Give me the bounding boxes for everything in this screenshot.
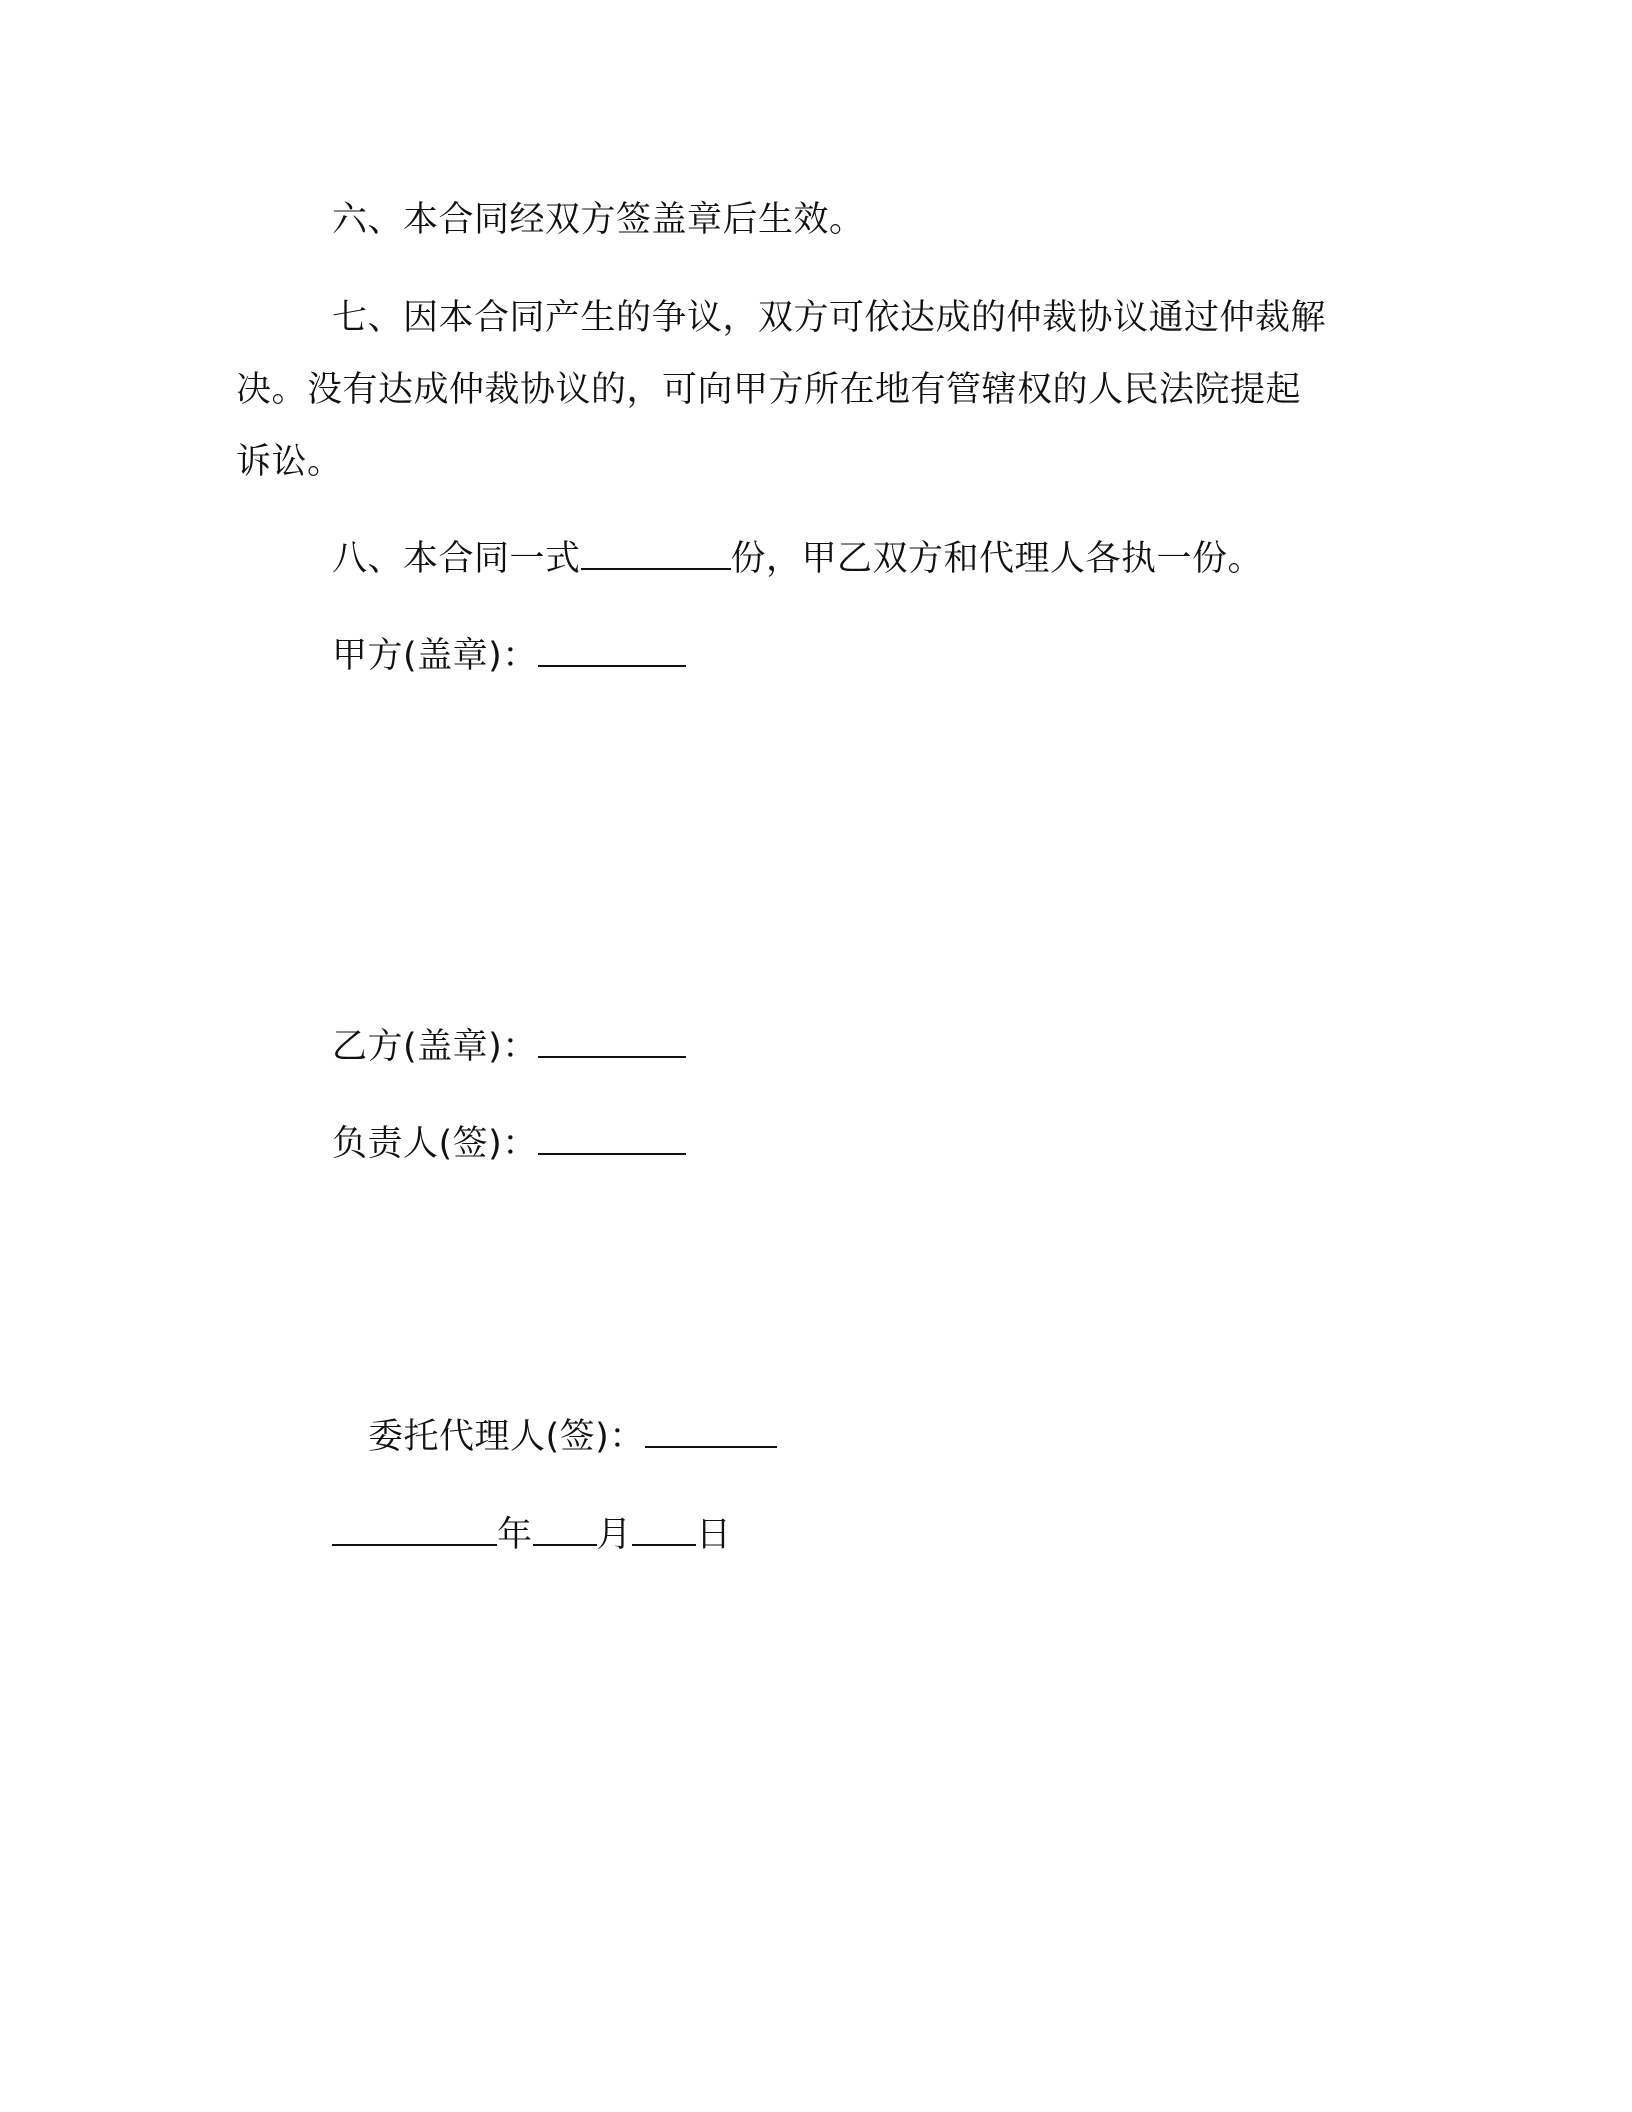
- clause-seven-line-3: [236, 440, 343, 484]
- copies-blank: [581, 538, 731, 570]
- clause-seven-line-1: [332, 296, 1326, 340]
- clause-seven-line-2: [236, 368, 1301, 412]
- clause-seven-text-3: 诉讼。: [236, 442, 343, 482]
- year-label: 年: [497, 1515, 533, 1555]
- clause-six: [332, 198, 865, 242]
- party-a-signature: [332, 634, 686, 678]
- year-blank: [332, 1514, 497, 1546]
- agent-label: 委托代理人(签)：: [368, 1417, 645, 1457]
- party-b-label: 乙方(盖章)：: [332, 1027, 538, 1067]
- clause-six-text: 六、本合同经双方签盖章后生效。: [332, 200, 865, 240]
- party-b-blank: [538, 1026, 686, 1058]
- month-blank: [533, 1514, 597, 1546]
- day-label: 日: [696, 1515, 732, 1555]
- responsible-blank: [538, 1123, 686, 1155]
- responsible-signature: [332, 1122, 686, 1166]
- responsible-label: 负责人(签)：: [332, 1124, 538, 1164]
- agent-blank: [645, 1416, 777, 1448]
- day-blank: [632, 1514, 696, 1546]
- party-a-label: 甲方(盖章)：: [332, 636, 538, 676]
- clause-seven-text-2: 决。没有达成仲裁协议的，可向甲方所在地有管辖权的人民法院提起: [236, 370, 1302, 410]
- agent-signature: [368, 1415, 777, 1459]
- date-line: [332, 1513, 732, 1557]
- clause-eight-suffix: 份，甲乙双方和代理人各执一份。: [730, 539, 1264, 579]
- month-label: 月: [596, 1515, 633, 1555]
- clause-seven-text-1: 七、因本合同产生的争议，双方可依达成的仲裁协议通过仲裁解: [332, 298, 1327, 338]
- party-a-blank: [538, 635, 686, 667]
- party-b-signature: [332, 1025, 686, 1069]
- clause-eight: [332, 537, 1263, 581]
- clause-eight-prefix: 八、本合同一式: [332, 539, 581, 579]
